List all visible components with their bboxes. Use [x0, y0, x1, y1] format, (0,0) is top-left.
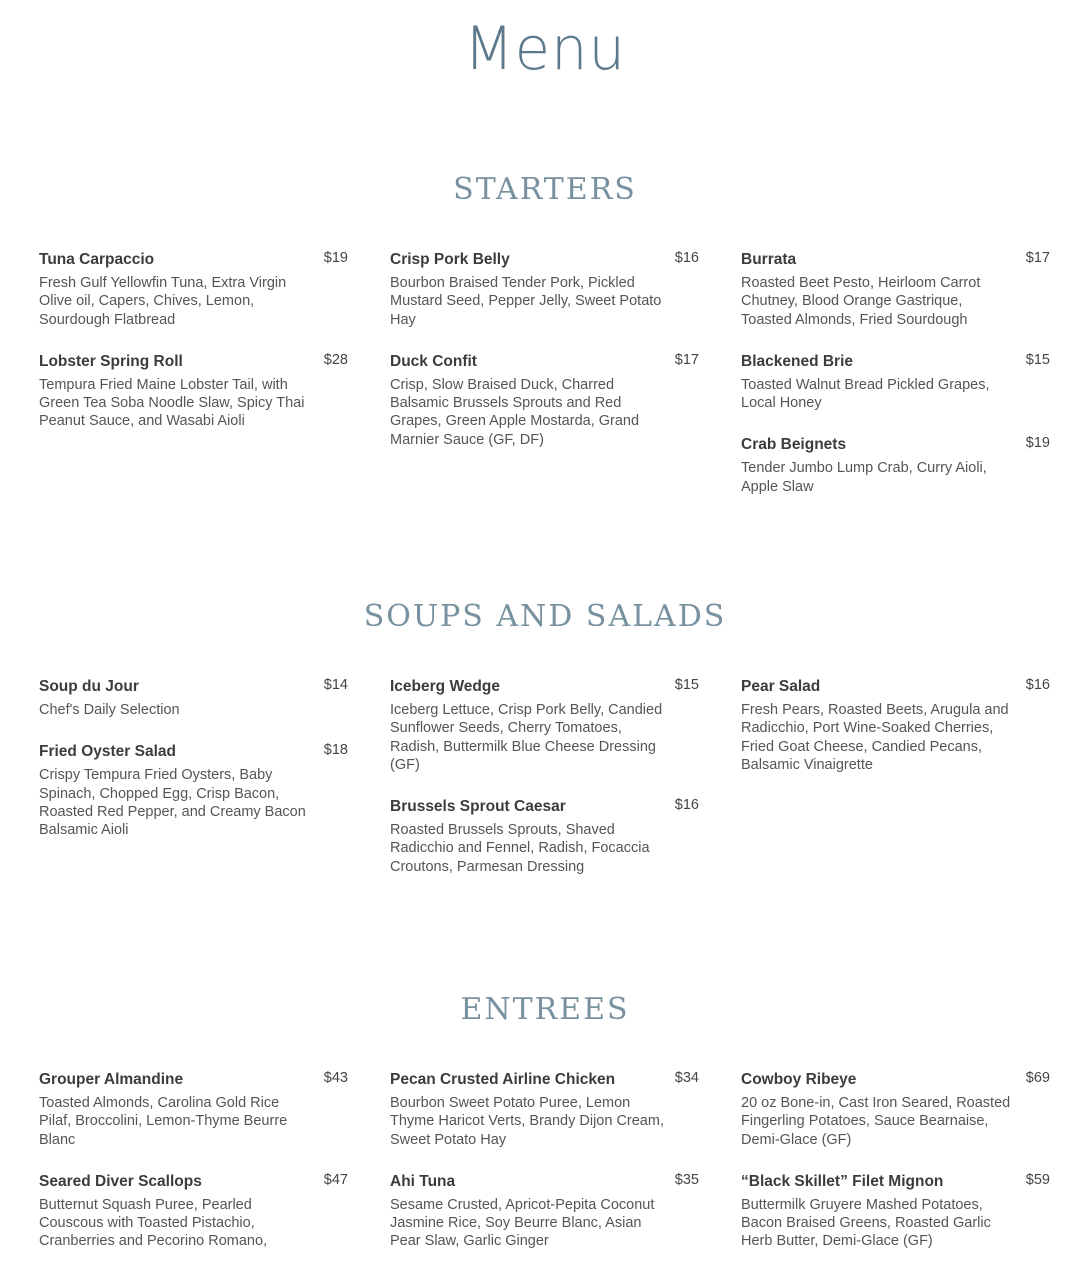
item-price: $43	[323, 1070, 348, 1086]
section-title-soups-and-salads: SOUPS AND SALADS	[363, 599, 727, 634]
menu-item	[741, 1070, 1052, 1149]
item-description: 20 oz Bone-in, Cast Iron Seared, Roasted Fingerling Potatoes, Sauce Bearnaise, Demi-Glace (GF)	[741, 1095, 1011, 1148]
item-name: Lobster Spring Roll	[39, 352, 183, 370]
item-description: Crisp, Slow Braised Duck, Charred Balsamic Brussels Sprouts and Red Grapes, Green Apple Mostarda, Grand Marnier Sauce (GF, DF)	[390, 376, 640, 448]
item-name: Blackened Brie	[741, 352, 853, 370]
item-name: Fried Oyster Salad	[39, 743, 176, 761]
section-title-entrees: ENTREES	[460, 992, 630, 1027]
item-description: Toasted Almonds, Carolina Gold Rice Pilaf, Broccolini, Lemon-Thyme Beurre Blanc	[39, 1095, 288, 1148]
item-price: $35	[674, 1171, 699, 1188]
menu-item	[741, 1172, 1052, 1251]
item-price: $19	[323, 250, 348, 266]
item-name: Grouper Almandine	[39, 1071, 184, 1088]
menu-item	[39, 1172, 350, 1251]
item-name: Crisp Pork Belly	[390, 251, 510, 268]
entrees-column-2	[390, 1070, 701, 1274]
menu-item	[39, 742, 350, 839]
item-description: Crispy Tempura Fried Oysters, Baby Spinach, Chopped Egg, Crisp Bacon, Roasted Red Pepper, and Creamy Bacon Balsamic Aioli	[39, 767, 306, 839]
menu-item	[390, 1070, 701, 1149]
menu-item	[390, 1172, 701, 1251]
item-price: $34	[674, 1070, 699, 1086]
item-price: $17	[674, 351, 699, 368]
item-name: Burrata	[741, 251, 797, 268]
item-price: $18	[323, 742, 348, 759]
item-description: Tender Jumbo Lump Crab, Curry Aioli, Apple Slaw	[741, 460, 987, 495]
item-price: $59	[1025, 1171, 1050, 1188]
item-description: Sesame Crusted, Apricot-Pepita Coconut Jasmine Rice, Soy Beurre Blanc, Asian Pear Slaw, Garlic Ginger	[390, 1196, 655, 1250]
soups-column-3	[741, 677, 1052, 797]
section-title-starters: STARTERS	[453, 172, 637, 207]
item-price: $15	[674, 677, 699, 693]
item-name: Brussels Sprout Caesar	[390, 798, 566, 816]
item-description: Tempura Fried Maine Lobster Tail, with Green Tea Soba Noodle Slaw, Spicy Thai Peanut Sauce, and Wasabi Aioli	[39, 376, 305, 430]
item-price: $16	[1025, 677, 1050, 693]
item-description: Bourbon Braised Tender Pork, Pickled Mustard Seed, Pepper Jelly, Sweet Potato Hay	[390, 275, 662, 328]
item-name: Pear Salad	[741, 678, 821, 695]
menu-item	[390, 250, 701, 329]
item-description: Butternut Squash Puree, Pearled Couscous with Toasted Pistachio, Cranberries and Pecorino Romano,	[39, 1196, 268, 1250]
item-name: Crab Beignets	[741, 436, 847, 454]
menu-item	[741, 677, 1052, 774]
item-description: Fresh Gulf Yellowfin Tuna, Extra Virgin Olive oil, Capers, Chives, Lemon, Sourdough Flatbread	[39, 275, 287, 328]
item-price: $28	[323, 351, 348, 368]
page-title: Menu	[463, 14, 626, 84]
item-description: Roasted Brussels Sprouts, Shaved Radicchio and Fennel, Radish, Focaccia Croutons, Parmesan Dressing	[390, 822, 650, 875]
soups-column-1	[39, 677, 350, 862]
menu-item	[741, 352, 1052, 413]
item-price: $15	[1025, 351, 1050, 368]
menu-item	[39, 352, 350, 431]
item-price: $16	[674, 250, 699, 266]
item-price: $16	[674, 797, 699, 814]
item-description: Chef's Daily Selection	[39, 702, 180, 718]
menu-item	[39, 1070, 350, 1149]
item-name: Iceberg Wedge	[390, 678, 500, 695]
menu-item	[390, 677, 701, 774]
menu-item	[741, 435, 1052, 496]
starters-column-3	[741, 250, 1052, 519]
entrees-column-1	[39, 1070, 350, 1274]
item-price: $69	[1025, 1070, 1050, 1086]
menu-item	[39, 677, 350, 719]
item-price: $19	[1025, 435, 1050, 452]
item-description: Bourbon Sweet Potato Puree, Lemon Thyme Haricot Verts, Brandy Dijon Cream, Sweet Potato Hay	[390, 1095, 664, 1148]
starters-column-2	[390, 250, 701, 472]
item-name: Ahi Tuna	[390, 1172, 456, 1190]
item-name: Soup du Jour	[39, 678, 139, 695]
item-price: $47	[323, 1171, 348, 1188]
item-price: $17	[1025, 250, 1050, 266]
item-description: Buttermilk Gruyere Mashed Potatoes, Bacon Braised Greens, Roasted Garlic Herb Butter, Demi-Glace (GF)	[741, 1196, 991, 1250]
entrees-column-3	[741, 1070, 1052, 1274]
menu-item	[390, 797, 701, 876]
soups-column-2	[390, 677, 701, 899]
item-description: Roasted Beet Pesto, Heirloom Carrot Chutney, Blood Orange Gastrique, Toasted Almonds, Fried Sourdough	[741, 275, 981, 328]
item-name: Cowboy Ribeye	[741, 1071, 857, 1088]
item-name: Tuna Carpaccio	[39, 251, 155, 268]
item-price: $14	[323, 677, 348, 693]
starters-column-1	[39, 250, 350, 454]
item-description: Toasted Walnut Bread Pickled Grapes, Local Honey	[741, 376, 990, 412]
item-name: “Black Skillet” Filet Mignon	[741, 1172, 944, 1190]
item-name: Seared Diver Scallops	[39, 1172, 202, 1190]
item-name: Pecan Crusted Airline Chicken	[390, 1071, 616, 1088]
menu-item	[390, 352, 701, 449]
menu-item	[39, 250, 350, 329]
item-description: Iceberg Lettuce, Crisp Pork Belly, Candied Sunflower Seeds, Cherry Tomatoes, Radish, Buttermilk Blue Cheese Dressing (GF)	[390, 702, 663, 773]
menu-item	[741, 250, 1052, 329]
item-description: Fresh Pears, Roasted Beets, Arugula and Radicchio, Port Wine-Soaked Cherries, Fried Goat Cheese, Candied Pecans, Balsamic Vinaigrette	[741, 702, 1009, 773]
item-name: Duck Confit	[390, 352, 477, 370]
